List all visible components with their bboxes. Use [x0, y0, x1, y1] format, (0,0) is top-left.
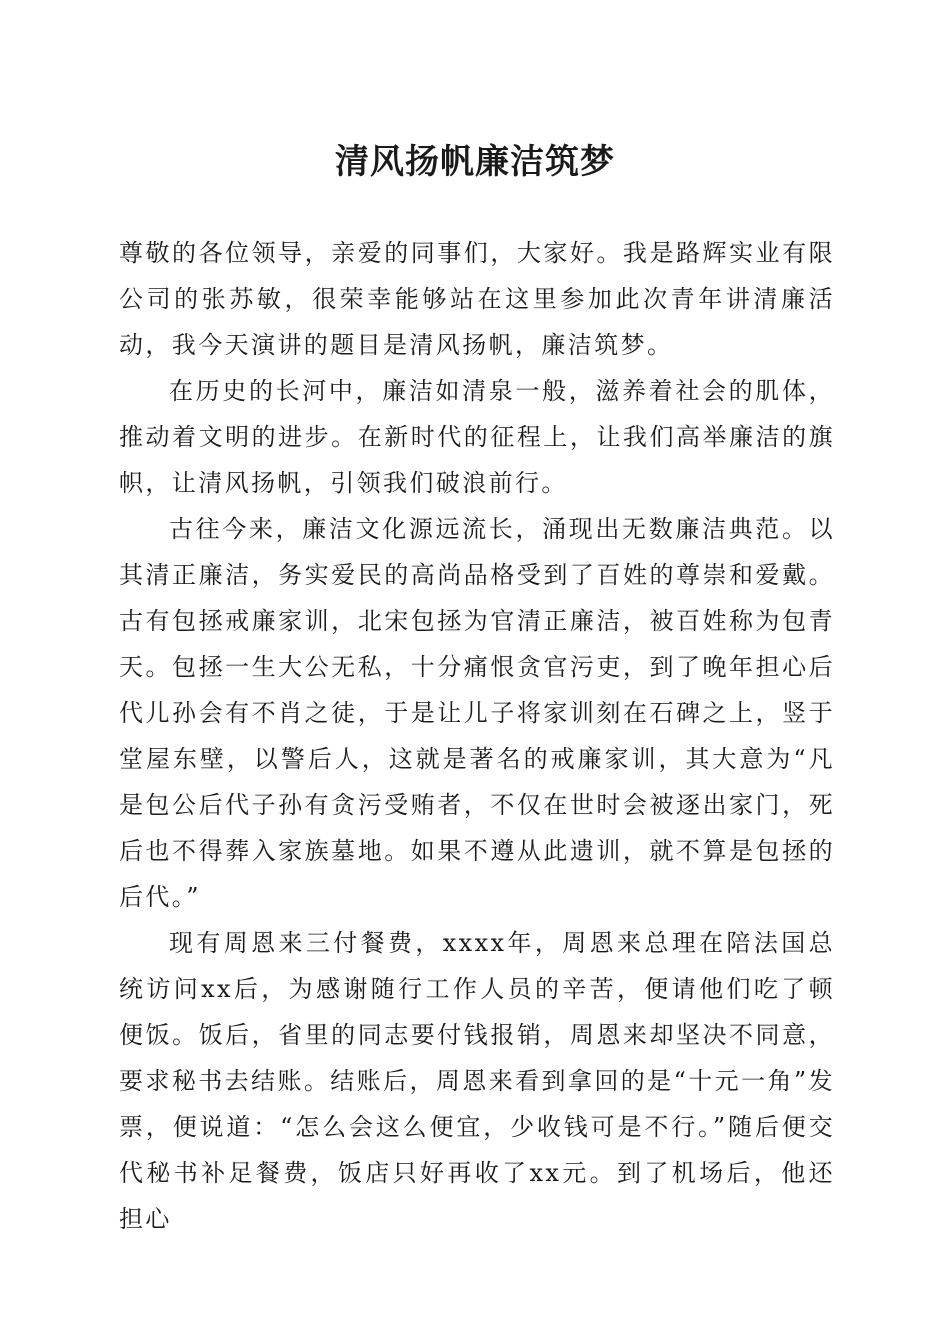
- document-body: [119, 230, 835, 1242]
- document-title: 清风扬帆廉洁筑梦: [335, 142, 615, 182]
- paragraph-zhou-enlai: 现有周恩来三付餐费，xxxx年，周恩来总理在陪法国总统访问xx后，为感谢随行工作人员的辛苦，便请他们吃了顿便饭。饭后，省里的同志要付钱报销，周恩来却坚决不同意，要求秘书去结账。结账后，周恩来看到拿回的是“十元一角”发票，便说道：“怎么会这么便宜，少收钱可是不行。”随后便交代秘书补足餐费，饭店只好再收了xx元。到了机场后，他还担心: [119, 929, 835, 1233]
- paragraph-bao-zheng: 古往今来，廉洁文化源远流长，涌现出无数廉洁典范。以其清正廉洁，务实爱民的高尚品格受到了百姓的尊崇和爱戴。古有包拯戒廉家训，北宋包拯为官清正廉洁，被百姓称为包青天。包拯一生大公无私，十分痛恨贪官污吏，到了晚年担心后代儿孙会有不肖之徒，于是让儿子将家训刻在石碑之上，竖于堂屋东壁，以警后人，这就是著名的戒廉家训，其大意为“凡是包公后代子孙有贪污受贿者，不仅在世时会被逐出家门，死后也不得葬入家族墓地。如果不遵从此遗训，就不算是包拯的后代。”: [119, 515, 835, 911]
- paragraph-history: 在历史的长河中，廉洁如清泉一般，滋养着社会的肌体，推动着文明的进步。在新时代的征程上，让我们高举廉洁的旗帜，让清风扬帆，引领我们破浪前行。: [119, 377, 835, 497]
- paragraph-greeting: 尊敬的各位领导，亲爱的同事们，大家好。我是路辉实业有限公司的张苏敏，很荣幸能够站在这里参加此次青年讲清廉活动，我今天演讲的题目是清风扬帆，廉洁筑梦。: [119, 239, 835, 359]
